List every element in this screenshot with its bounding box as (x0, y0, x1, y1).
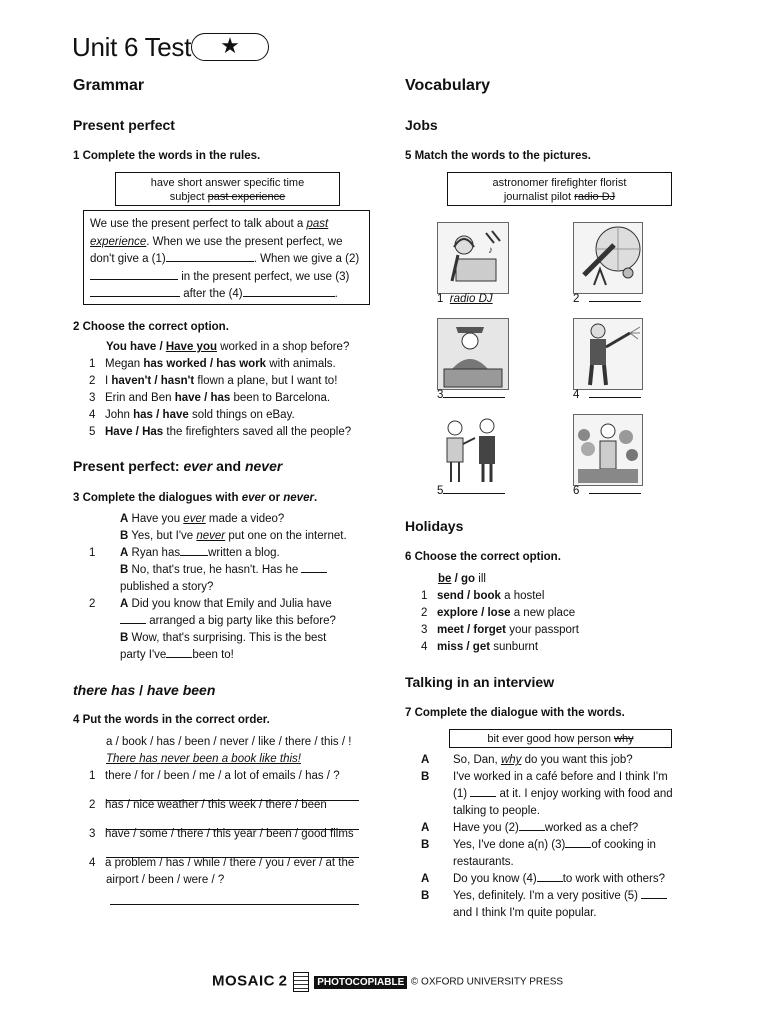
heading-text: have been (146, 682, 216, 698)
heading-text: ever (183, 458, 213, 474)
q2-example-answer: Have you (165, 341, 217, 353)
q4-instruction: 4 Put the words in the correct order. (73, 714, 270, 726)
item-number: 2 (421, 607, 428, 619)
speaker: B (421, 890, 430, 902)
q5-word-box (447, 172, 672, 206)
instr-text: . (313, 492, 318, 504)
q4-item-1 (89, 768, 340, 785)
item-text: Megan (105, 358, 144, 370)
heading-text: / (135, 682, 147, 698)
option-choice[interactable]: meet / forget (437, 624, 507, 636)
line-text: arranged a big party like this before? (146, 615, 336, 627)
photocopy-icon (293, 972, 309, 992)
picture-radio-dj (437, 222, 509, 294)
q4-item-2 (89, 797, 327, 814)
answer-blank[interactable] (589, 301, 641, 302)
item-text: sunburnt (490, 641, 539, 653)
speaker: A (421, 873, 430, 885)
q6-instruction: 6 Choose the correct option. (405, 551, 561, 563)
item-text: the firefighters saved all the people? (163, 426, 352, 438)
star-icon: ★ (220, 33, 240, 58)
picture-label-4 (573, 389, 641, 401)
rule-example-answer: past experience (90, 218, 329, 248)
item-text: there / for / been / me / a lot of emails / has / ? (105, 770, 340, 782)
answer-blank-3[interactable] (90, 296, 180, 297)
q1-word-box (115, 172, 340, 206)
q2-example-text: worked in a shop before? (217, 341, 350, 353)
dialogue-line: restaurants. (453, 856, 514, 868)
item-text: has / nice weather / this week / there / been (105, 799, 327, 811)
picture-label-5 (437, 485, 505, 497)
item-text: ill (475, 573, 486, 585)
item-text: have / some / there / this year / been / good films (105, 828, 354, 840)
dialogue-line (89, 630, 379, 647)
there-has-heading (73, 682, 215, 698)
line-text: to work with others? (562, 873, 665, 885)
footer (212, 972, 563, 992)
interview-heading: Talking in an interview (405, 674, 555, 690)
line-text: do you want this job? (521, 754, 633, 766)
option-sep: / (451, 573, 462, 585)
pilot-illustration (438, 319, 508, 389)
picture-label-6 (573, 485, 641, 497)
dialogue-line (421, 871, 721, 888)
present-perfect-heading: Present perfect (73, 117, 175, 133)
dialogue-line (421, 769, 721, 786)
q3-instruction (73, 492, 317, 504)
heading-text: Present perfect: (73, 458, 184, 474)
line-text: at it. I enjoy working with food and (496, 788, 673, 800)
q2-list (89, 356, 379, 441)
heading-text: never (244, 458, 283, 474)
picture-florist (573, 414, 643, 486)
speaker: A (120, 598, 129, 610)
rule-text: . (334, 288, 338, 300)
item-number: 1 (89, 547, 96, 559)
rule-text: . When we give a (2) (253, 253, 360, 265)
item-text: John (105, 409, 134, 421)
line-text: Have you (2) (453, 822, 519, 834)
q4-example-answer: There has never been a book like this! (106, 753, 301, 765)
q1-box-line1: have short answer specific time (150, 177, 305, 189)
q3-dialogues (89, 511, 379, 664)
line-text: put one on the internet. (225, 530, 347, 542)
item-text: I (105, 375, 112, 387)
q6-example (438, 571, 486, 588)
dialogue-line: and I think I'm quite popular. (453, 907, 597, 919)
q6-list (421, 588, 579, 656)
label-number: 6 (573, 485, 580, 497)
rule-text: after the (4) (180, 288, 243, 300)
option-choice[interactable]: has / have (133, 409, 189, 421)
dialogue-line (421, 820, 721, 837)
option-choice[interactable]: Have / Has (105, 426, 164, 438)
dialogue-line: talking to people. (453, 805, 540, 817)
rule-text: in the present perfect, we use (3) (178, 270, 350, 283)
firefighter-illustration (574, 319, 642, 389)
speaker: B (120, 564, 129, 576)
item-number: 1 (89, 358, 96, 370)
item-number: 4 (89, 409, 96, 421)
answer-blank[interactable] (180, 555, 208, 556)
line-text: Yes, definitely. I'm a very positive (5) (453, 890, 642, 902)
answer-blank[interactable] (301, 572, 327, 573)
option-choice[interactable]: send / book (437, 590, 501, 602)
picture-astronomer (573, 222, 643, 294)
list-item (421, 622, 579, 639)
example-answer: never (196, 530, 226, 542)
dialogue-line (421, 888, 721, 905)
item-number: 1 (421, 590, 428, 602)
journalist-illustration (437, 414, 507, 484)
item-text: been to Barcelona. (230, 392, 331, 404)
answer-blank-1[interactable] (470, 796, 496, 797)
item-number: 5 (89, 426, 96, 438)
answer-blank[interactable] (589, 397, 641, 398)
list-item (421, 639, 579, 656)
item-number: 3 (89, 392, 96, 404)
line-text: Yes, I've done a(n) (3) (453, 839, 566, 851)
footer-level: 2 (278, 972, 287, 990)
item-number: 3 (421, 624, 428, 636)
q4-item-4 (89, 855, 354, 872)
item-number: 3 (89, 828, 96, 840)
line-text: Do you know (4) (453, 873, 537, 885)
answer-blank[interactable] (120, 623, 146, 624)
speaker: B (120, 632, 129, 644)
line-text: been to! (192, 649, 234, 661)
q1-box-line2 (116, 190, 339, 204)
item-number: 2 (89, 375, 96, 387)
dialogue-line (421, 837, 721, 854)
publisher-credit: © OXFORD UNIVERSITY PRESS (410, 976, 564, 988)
label-number: 1 (437, 293, 444, 305)
example-answer: why (500, 754, 522, 766)
picture-firefighter (573, 318, 643, 390)
line-text: So, Dan, (453, 754, 501, 766)
speaker: A (120, 547, 129, 559)
q2-example-option: You have / (106, 341, 166, 353)
item-text: flown a plane, but I want to! (194, 375, 338, 387)
instr-text: or (265, 492, 284, 504)
picture-pilot (437, 318, 509, 390)
dialogue-line (421, 786, 721, 803)
line-text: of cooking in (591, 839, 656, 851)
dialogue-line (89, 647, 379, 664)
label-number: 2 (573, 293, 580, 305)
answer-blank-4[interactable] (243, 296, 335, 297)
q7-dialogue (421, 752, 721, 922)
q2-instruction: 2 Choose the correct option. (73, 321, 229, 333)
item-number: 2 (89, 598, 96, 610)
q1-box-words: subject (169, 191, 208, 203)
q4-example: a / book / has / been / never / like / there / this / ! (106, 736, 352, 748)
item-number: 1 (89, 770, 96, 782)
svg-text:♪: ♪ (488, 245, 493, 256)
list-item (421, 588, 579, 605)
answer-blank-5[interactable] (641, 898, 667, 899)
answer-blank-1[interactable] (166, 261, 254, 262)
picture-label-3 (437, 389, 505, 401)
option-choice[interactable]: has worked / has work (143, 358, 267, 370)
item-number: 2 (89, 799, 96, 811)
q1-box-crossed-word: past experience (207, 191, 286, 203)
option-choice[interactable]: have / has (174, 392, 231, 404)
star-level-badge (191, 33, 269, 61)
label-number: 3 (437, 389, 444, 401)
q4-item-4-cont: airport / been / were / ? (106, 874, 225, 886)
answer-blank[interactable] (443, 493, 505, 494)
radio-dj-illustration (438, 223, 508, 293)
item-text: a problem / has / while / there / you / ever / at the (105, 857, 355, 869)
answer-blank-2[interactable] (519, 830, 545, 831)
footer-brand: MOSAIC (212, 972, 275, 990)
instr-text: ever (241, 492, 266, 504)
heading-text: there has (73, 682, 136, 698)
example-answer: ever (183, 513, 206, 525)
photocopiable-badge: PHOTOCOPIABLE (314, 976, 407, 989)
example-answer: be (438, 573, 452, 585)
answer-blank[interactable] (166, 657, 192, 658)
q2-example (106, 339, 349, 356)
item-text: sold things on eBay. (188, 409, 295, 421)
line-text: Wow, that's surprising. This is the best (128, 632, 327, 644)
option-choice[interactable]: explore / lose (437, 607, 511, 619)
line-text: Have you (128, 513, 184, 525)
dialogue-line (89, 562, 379, 579)
rule-text: We use the present perfect to talk about a (90, 218, 307, 230)
q1-instruction: 1 Complete the words in the rules. (73, 150, 261, 162)
item-text: a new place (510, 607, 576, 619)
vocabulary-heading: Vocabulary (405, 77, 491, 94)
speaker: B (421, 839, 430, 851)
q4-item-3 (89, 826, 354, 843)
answer-blank-2[interactable] (90, 279, 178, 280)
jobs-heading: Jobs (405, 117, 438, 133)
line-text: I've worked in a café before and I think I'm (453, 771, 668, 783)
q7-box-crossed-word: why (614, 733, 634, 745)
answer-blank-4[interactable] (537, 881, 563, 882)
item-text: with animals. (266, 358, 336, 370)
picture-label-1 (437, 293, 498, 305)
line-text: (1) (453, 788, 471, 800)
line-text: made a video? (205, 513, 285, 525)
line-text: worked as a chef? (544, 822, 639, 834)
line-text: No, that's true, he hasn't. Has he (128, 564, 302, 576)
q5-instruction: 5 Match the words to the pictures. (405, 150, 591, 162)
speaker: B (120, 530, 129, 542)
answer-line-4[interactable] (110, 904, 359, 905)
speaker: B (421, 771, 430, 783)
answer-blank[interactable] (589, 493, 641, 494)
dialogue-line (89, 613, 379, 630)
ever-never-heading (73, 458, 282, 474)
line-text: Ryan has (128, 547, 181, 559)
picture-label-2 (573, 293, 641, 305)
list-item (89, 373, 379, 390)
dialogue-line (89, 511, 379, 528)
q5-box-crossed-word: radio DJ (574, 191, 616, 203)
answer-blank-3[interactable] (565, 847, 591, 848)
list-item (89, 407, 379, 424)
item-number: 4 (421, 641, 428, 653)
dialogue-line (89, 528, 379, 545)
q7-word-box (449, 729, 672, 748)
speaker: A (120, 513, 129, 525)
dialogue-line (421, 752, 721, 769)
dialogue-line (89, 596, 379, 613)
option-choice: go (461, 573, 476, 585)
holidays-heading: Holidays (405, 518, 464, 534)
instr-text: never (283, 492, 314, 504)
picture-journalist (437, 414, 507, 484)
dialogue-line (89, 545, 379, 562)
q1-rules-box (83, 210, 370, 305)
option-choice[interactable]: miss / get (437, 641, 491, 653)
q7-instruction: 7 Complete the dialogue with the words. (405, 707, 625, 719)
list-item (421, 605, 579, 622)
q7-box-words: bit ever good how person (487, 733, 615, 745)
item-text: your passport (506, 624, 579, 636)
option-choice[interactable]: haven't / hasn't (111, 375, 195, 387)
line-text: written a blog. (208, 547, 280, 559)
label-number: 5 (437, 485, 444, 497)
list-item (89, 424, 379, 441)
speaker: A (421, 822, 430, 834)
q5-box-line1: astronomer firefighter florist (492, 177, 627, 189)
florist-illustration (574, 415, 642, 485)
item-text: a hostel (500, 590, 545, 602)
label-number: 4 (573, 389, 580, 401)
answer-blank[interactable] (443, 397, 505, 398)
item-text: Erin and Ben (105, 392, 175, 404)
line-text: Yes, but I've (128, 530, 197, 542)
page-title: Unit 6 Test (72, 32, 192, 62)
grammar-heading: Grammar (73, 77, 145, 94)
line-text: Did you know that Emily and Julia have (128, 598, 332, 610)
example-answer: radio DJ (449, 293, 493, 305)
list-item (89, 390, 379, 407)
dialogue-line: published a story? (120, 581, 214, 593)
list-item (89, 356, 379, 373)
speaker: A (421, 754, 430, 766)
astronomer-illustration (574, 223, 642, 293)
item-number: 4 (89, 857, 96, 869)
q5-box-line2 (448, 190, 671, 204)
q5-box-words: journalist pilot (503, 191, 575, 203)
heading-text: and (212, 458, 245, 474)
instr-text: 3 Complete the dialogues with (73, 492, 242, 504)
rule-text: . When we use the present perfect, we don't give a (1) (90, 235, 343, 265)
line-text: party I've (120, 649, 167, 661)
